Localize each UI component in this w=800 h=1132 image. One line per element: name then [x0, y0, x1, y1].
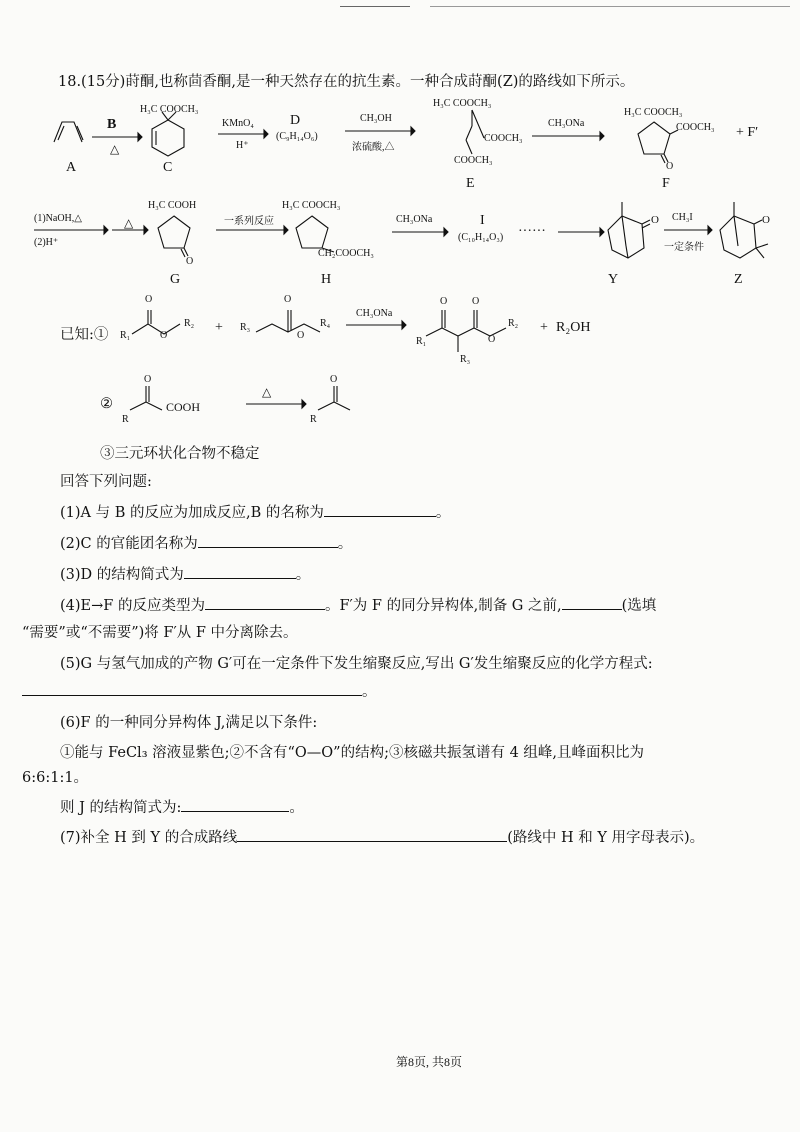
answer-blank-6[interactable] — [181, 799, 289, 812]
questions-intro: 回答下列问题: — [60, 474, 152, 490]
F-mid-group: COOCH₃ — [676, 122, 715, 133]
byproduct-F-prime: + F′ — [736, 125, 759, 140]
known-prod-r3: R₃ — [460, 354, 471, 365]
ellipsis: ······ — [518, 224, 546, 239]
scan-artifact-line — [340, 6, 410, 7]
question-2-text: (2)C 的官能团名称为 — [60, 536, 198, 552]
known-item-2-number: ② — [100, 396, 113, 412]
question-7 — [60, 826, 704, 847]
known-prod-r2: R₂ — [508, 318, 519, 329]
label-Z: Z — [734, 272, 743, 287]
arrow-to-Y — [558, 227, 604, 237]
label-G: G — [170, 272, 181, 287]
question-6: (6)F 的一种同分异构体 J,满足以下条件: — [60, 715, 318, 731]
question-4-cont: “需要”或“不需要”)将 F′从 F 中分离除去。 — [22, 625, 298, 641]
known-arrow-2 — [246, 399, 306, 409]
known-prod-o-2: O — [472, 296, 480, 307]
known-ester-o-1: O — [160, 330, 168, 341]
label-C: C — [163, 160, 173, 175]
compound-Z-structure — [712, 200, 782, 264]
question-5: (5)G 与氢气加成的产物 G′可在一定条件下发生缩聚反应,写出 G′发生缩聚反应的化学方程式: — [60, 656, 653, 672]
question-6-ask-text: 则 J 的结构简式为: — [60, 800, 182, 816]
compound-Y-structure — [600, 200, 660, 264]
series-reactions: 一系列反应 — [224, 216, 274, 227]
known-ketone-r: R — [310, 414, 317, 425]
condition-heat: △ — [110, 142, 120, 156]
answer-blank-4a[interactable] — [205, 597, 325, 610]
question-2-end: 。 — [337, 536, 353, 552]
known-ketoacid-r: R — [122, 414, 129, 425]
known-reagent: CH₃ONa — [356, 308, 393, 319]
reagent-B: B — [107, 117, 117, 132]
known-prod-r1: R₁ — [416, 336, 427, 347]
reagent-kmno4: KMnO₄ — [222, 118, 254, 129]
reagent-h2so4: 浓硫酸,△ — [352, 142, 395, 153]
compound-G-structure — [152, 212, 202, 262]
arrow-E-to-F — [532, 131, 604, 141]
I-formula: (C₁₀H₁₄O₃) — [458, 232, 504, 243]
question-6-ratio: 6:6:1:1。 — [22, 770, 89, 786]
E-top-groups: H₃C COOCH₃ — [433, 98, 492, 109]
reagent-ch3ona: CH₃ONa — [548, 118, 585, 129]
E-mid-group: COOCH₃ — [484, 133, 523, 144]
question-6-conditions: ①能与 FeCl₃ 溶液显紫色;②不含有“O—O”的结构;③核磁共振氢谱有 4 组峰,且峰面积比为 — [60, 745, 645, 761]
question-5-end: 。 — [362, 684, 377, 700]
page-footer: 第8页, 共8页 — [396, 1055, 463, 1069]
label-A: A — [66, 160, 77, 175]
compound-C-structure — [148, 115, 198, 165]
question-4-text-a: (4)E→F 的反应类型为 — [60, 598, 205, 614]
question-header: 18.(15分)莳酮,也称茴香酮,是一种天然存在的抗生素。一种合成莳酮(Z)的路线如下所示。 — [58, 74, 635, 90]
known-r3: R₃ — [240, 322, 251, 333]
known-carbonyl-o-2: O — [284, 294, 292, 305]
known-prod-o-1: O — [440, 296, 448, 307]
label-E: E — [466, 176, 475, 191]
reagent-ch3i: CH₃I — [672, 212, 693, 223]
known-ester-2 — [248, 304, 331, 344]
known-label: 已知:① — [60, 327, 109, 343]
question-3 — [60, 563, 310, 584]
answer-blank-4b[interactable] — [562, 597, 622, 610]
F-top-groups: H₃C COOCH₃ — [624, 107, 683, 118]
arrow-to-G — [112, 225, 148, 235]
question-4-text-b: 。F′为 F 的同分异构体,制备 G 之前, — [324, 598, 562, 614]
G-top-groups: H₃C COOH — [148, 200, 197, 211]
reagent-methanol: CH₃OH — [360, 113, 392, 124]
known-r2: R₂ — [184, 318, 195, 329]
label-I: I — [480, 213, 485, 228]
known-plus-2: + — [540, 320, 548, 335]
question-2 — [60, 532, 352, 553]
known-carbonyl-o-1: O — [145, 294, 153, 305]
F-ketone-o: O — [666, 161, 674, 172]
arrow-F-to-intermediate — [34, 225, 108, 235]
arrow-D-to-E — [345, 126, 415, 136]
condition-certain: 一定条件 — [664, 242, 704, 253]
label-D: D — [290, 113, 301, 128]
answer-blank-1[interactable] — [324, 504, 436, 517]
question-1-text: (1)A 与 B 的反应为加成反应,B 的名称为 — [60, 505, 324, 521]
known-ketoacid-o: O — [144, 374, 152, 385]
known-byproduct: R₂OH — [556, 320, 591, 335]
arrow-A-to-C — [92, 132, 142, 142]
answer-blank-2[interactable] — [198, 535, 338, 548]
reagent-hplus: H⁺ — [236, 140, 249, 151]
arrow-Y-to-Z — [664, 225, 712, 235]
reagent-ch3ona-2: CH₃ONa — [396, 214, 433, 225]
known-plus-1: + — [215, 320, 223, 335]
condition-heat-2: △ — [124, 216, 134, 230]
H-top-groups: H₃C COOCH₃ — [282, 200, 341, 211]
arrow-G-to-H — [216, 225, 288, 235]
question-1 — [60, 501, 450, 522]
arrow-C-to-D — [218, 129, 268, 139]
D-formula: (C₉H₁₄O₆) — [276, 131, 318, 142]
known-heat: △ — [262, 385, 272, 399]
known-r4: R₄ — [320, 318, 331, 329]
question-7-text-a: (7)补全 H 到 Y 的合成路线 — [60, 830, 238, 846]
H-side-chain: CH₂COOCH₃ — [318, 248, 374, 259]
known-arrow-1 — [346, 320, 406, 330]
known-item-3: ③三元环状化合物不稳定 — [100, 446, 260, 462]
known-product — [420, 300, 530, 360]
question-4 — [60, 594, 656, 615]
question-4-text-c: (选填 — [621, 598, 657, 614]
question-7-text-b: (路线中 H 和 Y 用字母表示)。 — [507, 830, 705, 846]
label-Y: Y — [608, 272, 619, 287]
answer-blank-3[interactable] — [184, 566, 296, 579]
condition-naoh: (1)NaOH,△ — [34, 213, 82, 224]
label-H: H — [321, 272, 332, 287]
question-6-ask — [60, 796, 304, 817]
known-ester-o-2: O — [297, 330, 305, 341]
question-6-end: 。 — [289, 800, 304, 816]
compound-A-structure — [52, 112, 92, 152]
label-F: F — [662, 176, 670, 191]
G-ketone-o: O — [186, 256, 194, 267]
question-3-end: 。 — [295, 567, 311, 583]
C-substituents: H₃C COOCH₃ — [140, 104, 199, 115]
question-3-text: (3)D 的结构简式为 — [60, 567, 184, 583]
known-ketone-o: O — [330, 374, 338, 385]
known-ketone — [312, 382, 362, 422]
question-1-end: 。 — [435, 505, 451, 521]
Y-ketone-o: O — [651, 214, 659, 226]
arrow-H-to-I — [392, 227, 448, 237]
question-5-answer-line — [22, 680, 377, 701]
scan-artifact-line — [430, 6, 790, 7]
answer-blank-7[interactable] — [237, 829, 507, 842]
known-r1: R₁ — [120, 330, 131, 341]
condition-hplus: (2)H⁺ — [34, 237, 59, 248]
Z-ketone-o: O — [762, 214, 770, 226]
answer-blank-5[interactable] — [22, 683, 362, 696]
known-prod-o-3: O — [488, 334, 496, 345]
E-bottom-group: COOCH₃ — [454, 155, 493, 166]
known-ketoacid-cooh: COOH — [166, 400, 201, 414]
